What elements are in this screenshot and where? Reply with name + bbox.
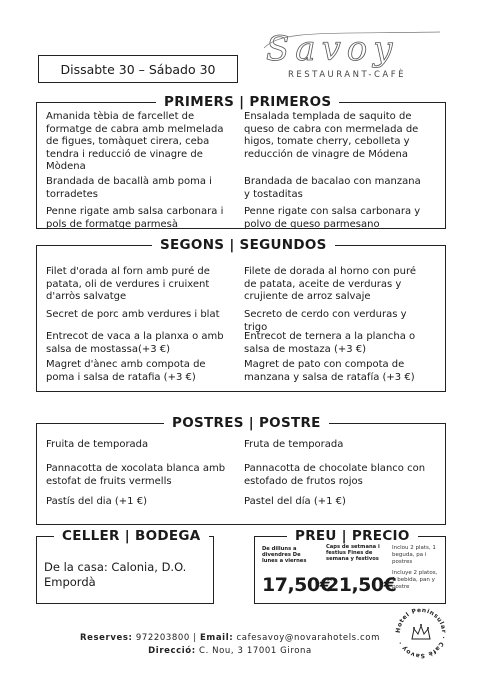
primeros-left-2: Brandada de bacallà amb poma i torradetes	[46, 176, 212, 200]
segundos-right-4: Magret de pato con compota de manzana y salsa de ratafía (+3 €)	[244, 359, 415, 383]
segundos-left-3: Entrecot de vaca a la planxa o amb salsa de mostassa(+3 €)	[46, 331, 224, 355]
footer-phone[interactable]: 972203800	[135, 633, 190, 643]
footer-contact: Reserves: 972203800 | Email: cafesavoy@novarahotels.com	[80, 633, 380, 643]
segundos-left-2: Secret de porc amb verdures i blat	[46, 309, 220, 320]
primeros-right-1: Ensalada templada de saquito de queso de cabra con mermelada de higos, tomate cherry, cebolleta y reducción de vinagre de Módena	[244, 111, 419, 160]
segundos-title: SEGONS | SEGUNDOS	[152, 237, 335, 253]
footer-email-label: Email:	[199, 633, 234, 643]
savoy-logo-word: Savoy	[266, 29, 399, 68]
footer-address-text: C. Nou, 3 17001 Girona	[199, 646, 312, 656]
segundos-right-2: Secreto de cerdo con verduras y trigo	[244, 309, 407, 333]
logo-subtitle: RESTAURANT-CAFÈ	[288, 70, 406, 80]
primeros-left-1: Amanida tèbia de farcellet de formatge de cabra amb melmelada de figues, tomàquet cirera, ceba tendra i reducció de vinagre de Mòdena	[46, 111, 224, 173]
bodega-title: CELLER | BODEGA	[54, 528, 209, 544]
seal-text: Hotel Peninsular · Cafè Savoy ·	[394, 606, 448, 660]
primeros-left-3: Penne rigate amb salsa carbonara i pols de formatge parmesà	[46, 206, 224, 230]
postres-right-2: Pannacotta de chocolate blanco con estofado de frutos rojos	[244, 463, 426, 487]
segundos-left-4: Magret d'ànec amb compota de poma i salsa de ratafia (+3 €)	[46, 359, 206, 383]
bodega-text: De la casa: Calonia, D.O. Empordà	[44, 560, 187, 589]
precio-weekend-price: 21,50€	[326, 574, 397, 596]
precio-weekday-price: 17,50€	[262, 574, 333, 596]
footer-address-label: Direcció:	[148, 646, 196, 656]
menu-date	[38, 55, 238, 83]
segundos-left-1: Filet d'orada al forn amb puré de patata, oli de verdures i cruixent d'arròs salvatge	[46, 266, 210, 303]
menu-date-text: Dissabte 30 – Sábado 30	[60, 61, 216, 77]
svg-text:Hotel Peninsular · Cafè Savoy	[395, 607, 447, 659]
primeros-right-2: Brandada de bacalao con manzana y tostaditas	[244, 176, 421, 200]
footer-reserves-label: Reserves:	[80, 633, 133, 643]
precio-note-es: Incluye 2 platos, 1 bebida, pan y postre	[392, 570, 438, 590]
postres-title: POSTRES | POSTRE	[164, 415, 329, 431]
postres-left-1: Fruita de temporada	[46, 439, 149, 450]
segundos-right-3: Entrecot de ternera a la plancha o salsa de mostaza (+3 €)	[244, 331, 416, 355]
postres-right-1: Fruta de temporada	[244, 439, 344, 450]
primeros-right-3: Penne rigate con salsa carbonara y polvo de queso parmesano	[244, 206, 421, 230]
hotel-seal-logo	[392, 604, 450, 662]
postres-right-3: Pastel del día (+1 €)	[244, 496, 346, 507]
precio-weekend-label: Caps de setmana i festius Fines de semana y festivos	[326, 544, 380, 563]
precio-title: PREU | PRECIO	[287, 528, 418, 544]
segundos-right-1: Filete de dorada al horno con puré de patata, aceite de verduras y crujiente de arroz salvaje	[244, 266, 416, 303]
primeros-title: PRIMERS | PRIMEROS	[156, 94, 339, 110]
precio-note-ca: Inclou 2 plats, 1 beguda, pa i postres	[392, 545, 436, 565]
postres-left-2: Pannacotta de xocolata blanca amb estofat de fruits vermells	[46, 463, 226, 487]
footer-email[interactable]: cafesavoy@novarahotels.com	[236, 633, 380, 643]
savoy-logo	[262, 28, 442, 68]
precio-weekday-label: De dilluns a divendres De lunes a viernes	[262, 546, 307, 565]
postres-left-3: Pastís del dia (+1 €)	[46, 496, 147, 507]
crown-icon	[412, 624, 430, 639]
